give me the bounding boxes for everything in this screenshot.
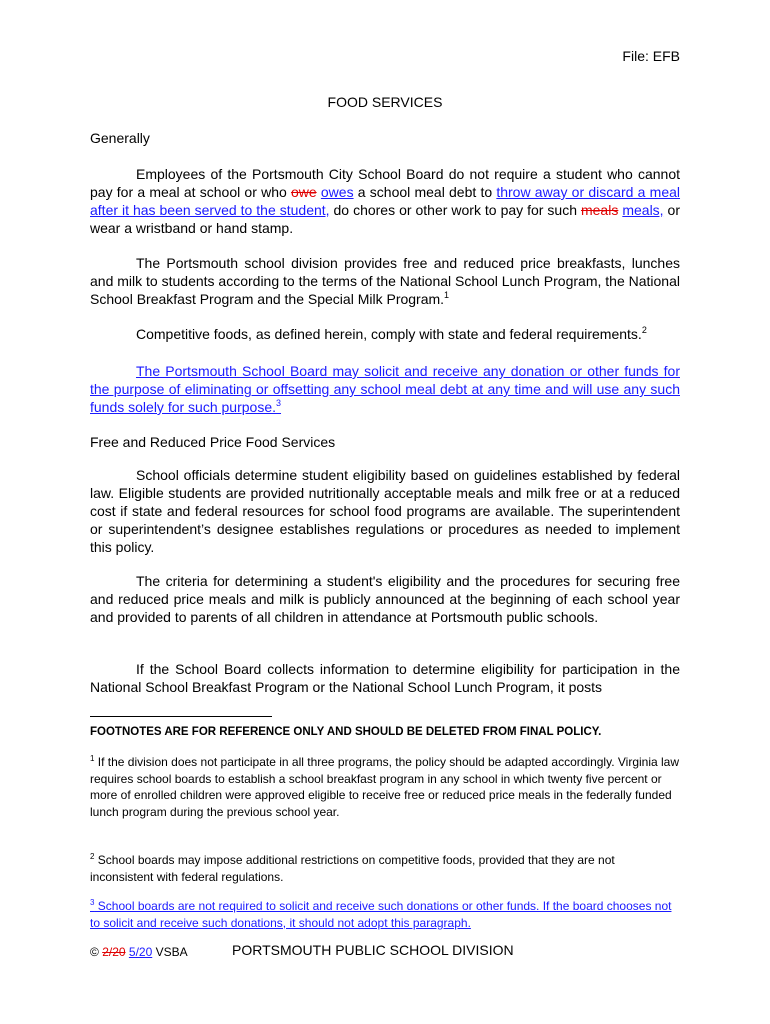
footnote-1 — [90, 754, 680, 820]
text-segment: a school meal debt to — [353, 184, 497, 200]
text-segment: Employees of the Portsmouth City School Board do not require a student who cannot pay for a meal at school or who — [90, 166, 680, 200]
footnote-text: If the division does not participate in all three programs, the policy should be adapted accordingly. Virginia law requires school boards to establish a school breakfast program in any school in which twenty five percent or more of enrolled children were approved eligible to receive free or reduced price meals in the federally funded lunch program during the previous school year. — [90, 755, 680, 819]
paragraph-meal-debt — [90, 165, 680, 237]
footnote-number: 1 — [90, 754, 95, 763]
footnote-separator — [90, 716, 272, 717]
inserted-text: meals, — [622, 202, 664, 218]
file-label: File: EFB — [622, 48, 680, 64]
deleted-text: owe — [290, 184, 317, 200]
footnote-text: School boards may impose additional restrictions on competitive foods, provided that they are not inconsistent with federal regulations. — [90, 853, 615, 884]
footer-org: VSBA — [155, 945, 188, 959]
deleted-date: 2/20 — [102, 945, 126, 959]
footnote-ref: 3 — [276, 398, 282, 408]
paragraph-collects-info: If the School Board collects information to determine eligibility for participation in the National School Breakfast Program or the National School Lunch Program, it posts — [90, 661, 680, 695]
footnote-number: 2 — [90, 852, 95, 861]
text-segment: Competitive foods, as defined herein, comply with state and federal requirements. — [136, 326, 642, 342]
footer-version — [90, 945, 188, 959]
paragraph-criteria: The criteria for determining a student's eligibility and the procedures for securing free and reduced price meals and milk is publicly announced at the beginning of each school year and provided to parents of all children in attendance at Portsmouth public schools. — [90, 573, 680, 625]
text-segment: or wear a wristband or hand stamp. — [90, 202, 680, 236]
footnote-ref: 2 — [641, 325, 647, 335]
footnote-2 — [90, 852, 680, 885]
paragraph-programs — [90, 254, 680, 308]
text-segment: do chores or other work to pay for such — [329, 202, 581, 218]
inserted-text: owes — [320, 184, 354, 200]
footnote-ref: 1 — [444, 290, 450, 300]
paragraph-donations — [90, 362, 680, 416]
deleted-text: meals — [580, 202, 619, 218]
text-segment: The Portsmouth School Board may solicit and receive any donation or other funds for the purpose of eliminating or offsetting any school meal debt at any time and will use any such funds solely for such purpose. — [90, 363, 680, 415]
paragraph-eligibility: School officials determine student eligibility based on guidelines established by federal law. Eligible students are provided nutritionally acceptable meals and milk free or at a reduced cost if state and federal resources for school food programs are available. The superintendent or superintendent’s designee establishes regulations or procedures as needed to implement this policy. — [90, 467, 680, 555]
footnote-text: School boards are not required to solicit and receive such donations or other funds. If the board chooses not to solicit and receive such donations, it should not adopt this paragraph. — [90, 899, 672, 930]
footnote-3 — [90, 898, 680, 931]
copyright-symbol: © — [90, 945, 99, 959]
inserted-date: 5/20 — [128, 945, 153, 959]
page-title: FOOD SERVICES — [327, 94, 443, 110]
text-segment: The Portsmouth school division provides free and reduced price breakfasts, lunches and milk to students according to the terms of the National School Lunch Program, the National School Breakfast Program and the Special Milk Program. — [90, 255, 680, 307]
inserted-text: throw away or discard a meal after it has been served to the student, — [90, 184, 681, 218]
section-heading-free-reduced: Free and Reduced Price Food Services — [90, 434, 336, 450]
paragraph-competitive-foods — [90, 325, 680, 343]
footnote-number: 3 — [90, 898, 95, 907]
footnotes-heading: FOOTNOTES ARE FOR REFERENCE ONLY AND SHOULD BE DELETED FROM FINAL POLICY. — [90, 726, 602, 738]
section-heading-generally: Generally — [90, 130, 150, 146]
footer-division: PORTSMOUTH PUBLIC SCHOOL DIVISION — [232, 942, 514, 958]
